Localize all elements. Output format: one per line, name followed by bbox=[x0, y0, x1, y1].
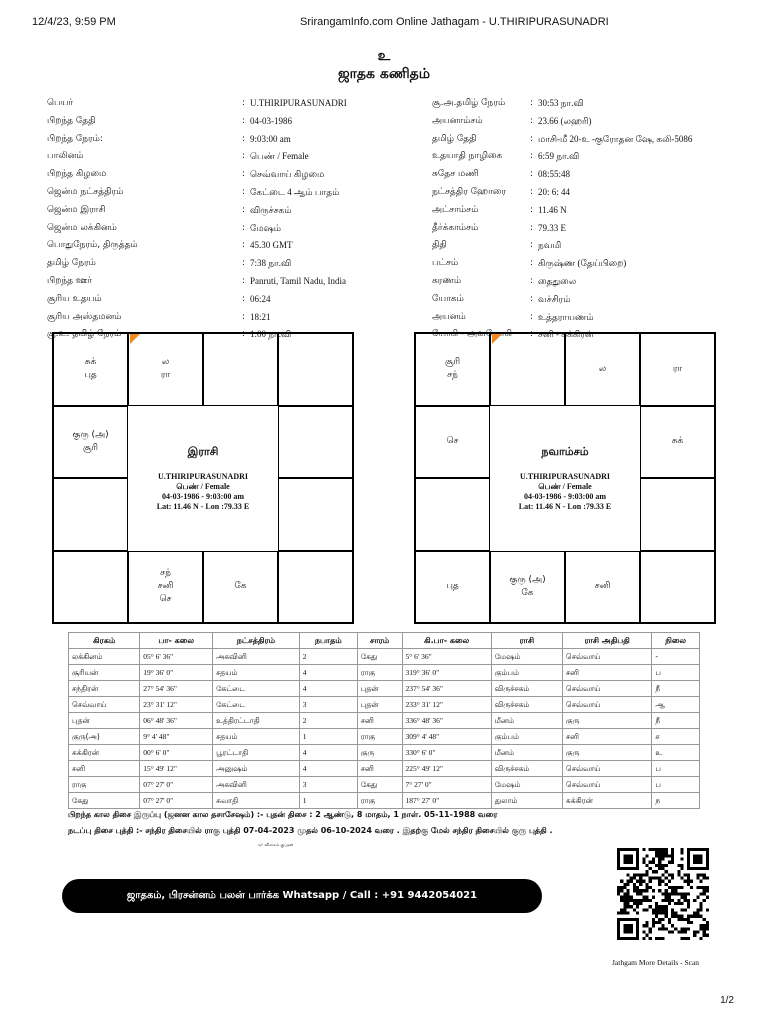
table-header: நபாதம் bbox=[299, 633, 357, 649]
table-row bbox=[69, 745, 700, 761]
table-cell: செவ்வாய் bbox=[562, 681, 651, 697]
table-cell: ச bbox=[652, 729, 700, 745]
table-cell: 3 bbox=[299, 777, 357, 793]
table-cell: ராகு bbox=[357, 729, 402, 745]
house-gemini bbox=[278, 333, 353, 406]
table-cell: சூரியன் bbox=[69, 665, 140, 681]
table-cell: குரு bbox=[357, 745, 402, 761]
table-cell: கேட்டை bbox=[213, 681, 300, 697]
table-cell: கேது bbox=[69, 793, 140, 809]
info-row bbox=[47, 166, 347, 184]
info-row bbox=[432, 202, 692, 220]
info-value: 1:00 நா.வி bbox=[250, 329, 292, 340]
table-cell: 336° 48' 36" bbox=[402, 713, 491, 729]
house-capricorn bbox=[53, 478, 128, 551]
table-cell: கும்பம் bbox=[491, 729, 562, 745]
info-row bbox=[432, 220, 692, 238]
info-value: கிருஷ்ண (தேய்பிறை) bbox=[538, 258, 627, 269]
house-libra bbox=[640, 551, 715, 624]
info-colon: : bbox=[530, 311, 534, 322]
info-value: நவமி bbox=[538, 240, 562, 251]
birth-details-left bbox=[47, 95, 347, 344]
table-cell: ந bbox=[652, 793, 700, 809]
info-label: சுதேச மணி bbox=[432, 169, 479, 180]
qr-caption: Jathgam More Details - Scan bbox=[612, 958, 700, 967]
document-title: SrirangamInfo.com Online Jathagam - U.THIRIPURASUNADRI bbox=[300, 16, 609, 28]
birth-dasa-balance: பிறந்த கால திசை இருப்பு (ஜனன கால தசாசேஷம்) :- புதன் திசை : 2 ஆண்டு, 8 மாதம், 1 நாள். 05-11-1988 வரை bbox=[68, 810, 498, 819]
table-cell: லக்கினம் bbox=[69, 649, 140, 665]
house-scorpio: சனி bbox=[565, 551, 640, 624]
info-label: யோகம் bbox=[432, 293, 464, 304]
chart-title: நவாம்சம் bbox=[541, 444, 589, 458]
info-row bbox=[432, 255, 692, 273]
chart-center-line: பெண் / Female bbox=[176, 481, 230, 491]
table-header: ராசி bbox=[491, 633, 562, 649]
info-colon: : bbox=[242, 240, 246, 251]
info-colon: : bbox=[242, 311, 246, 322]
info-value: விருச்சகம் bbox=[250, 204, 292, 215]
info-colon: : bbox=[242, 98, 246, 108]
info-value: Panruti, Tamil Nadu, India bbox=[250, 275, 346, 286]
table-header: நிலை bbox=[652, 633, 700, 649]
info-row bbox=[432, 95, 692, 113]
info-value: 7:38 நா.வி bbox=[250, 258, 292, 269]
small-note: க/- விசாகம் குப்தன் bbox=[258, 842, 294, 847]
info-row bbox=[432, 273, 692, 291]
table-cell: மேஷம் bbox=[491, 649, 562, 665]
table-cell: அசுவினி bbox=[213, 777, 300, 793]
table-cell: ராகு bbox=[69, 777, 140, 793]
rasi-chart bbox=[52, 332, 354, 624]
info-row bbox=[432, 184, 692, 202]
table-cell: சந்திரன் bbox=[69, 681, 140, 697]
info-value: 11.46 N bbox=[538, 204, 567, 215]
house-gemini: ரா bbox=[640, 333, 715, 406]
table-cell: ப bbox=[652, 761, 700, 777]
table-cell: கேது bbox=[357, 777, 402, 793]
chart-center-line: 04-03-1986 - 9:03:00 am bbox=[524, 491, 606, 501]
info-label: ஜென்ம இராசி bbox=[47, 204, 106, 215]
table-cell: 7° 27' 0" bbox=[402, 777, 491, 793]
table-cell: விருச்சகம் bbox=[491, 761, 562, 777]
table-cell: சனி bbox=[69, 761, 140, 777]
house-virgo: புத bbox=[415, 551, 490, 624]
chart-center bbox=[128, 406, 278, 551]
table-cell: 07° 27' 0" bbox=[140, 793, 213, 809]
chart-center-line: Lat: 11.46 N - Lon :79.33 E bbox=[156, 501, 250, 511]
info-value: கேட்டை 4 ஆம் பாதம் bbox=[250, 186, 340, 197]
info-value: 20: 6: 44 bbox=[538, 186, 571, 197]
house-capricorn bbox=[415, 478, 490, 551]
table-cell: 330° 6' 0" bbox=[402, 745, 491, 761]
info-value: 18:21 bbox=[250, 311, 271, 322]
table-cell: 237° 54' 36" bbox=[402, 681, 491, 697]
info-colon: : bbox=[530, 293, 534, 304]
birth-details-right bbox=[432, 95, 692, 344]
info-label: தமிழ் நேரம் bbox=[47, 258, 96, 269]
table-cell: ராகு bbox=[357, 793, 402, 809]
table-cell: 4 bbox=[299, 745, 357, 761]
chart-center-line: பெண் / Female bbox=[538, 481, 592, 491]
table-cell: 2 bbox=[299, 713, 357, 729]
chart-center-line: 04-03-1986 - 9:03:00 am bbox=[162, 491, 244, 501]
table-header: பா- கலை bbox=[140, 633, 213, 649]
info-row bbox=[47, 148, 347, 166]
table-cell: 4 bbox=[299, 665, 357, 681]
info-colon: : bbox=[530, 169, 534, 180]
info-label: ஜென்ம நட்சத்திரம் bbox=[47, 186, 124, 197]
table-cell: சதயம் bbox=[213, 665, 300, 681]
info-value: உத்தராயணம் bbox=[538, 311, 594, 322]
house-pisces: சுக் புத bbox=[53, 333, 128, 406]
house-taurus bbox=[203, 333, 278, 406]
info-row bbox=[47, 255, 347, 273]
page-number: 1/2 bbox=[720, 995, 734, 1006]
info-value: 79.33 E bbox=[538, 222, 566, 233]
info-colon: : bbox=[242, 204, 246, 215]
table-cell: 187° 27' 0" bbox=[402, 793, 491, 809]
table-cell: 319° 36' 0" bbox=[402, 665, 491, 681]
table-cell: 27° 54' 36" bbox=[140, 681, 213, 697]
table-cell: மேஷம் bbox=[491, 777, 562, 793]
info-label: பிறந்த கிழமை bbox=[47, 169, 107, 180]
info-row bbox=[432, 309, 692, 327]
table-cell: 4 bbox=[299, 761, 357, 777]
info-value: சனி - சுக்கிரன் bbox=[538, 329, 594, 340]
table-cell: செவ்வாய் bbox=[69, 697, 140, 713]
info-colon: : bbox=[530, 98, 534, 108]
info-label: உதயாதி நாழிகை bbox=[432, 151, 503, 162]
info-label: கரணம் bbox=[432, 275, 462, 286]
table-cell: 4 bbox=[299, 681, 357, 697]
lagna-marker bbox=[130, 334, 140, 344]
info-value: 30:53 நா.வி bbox=[538, 98, 584, 108]
info-value: 04-03-1986 bbox=[250, 115, 292, 126]
table-header: கிரகம் bbox=[69, 633, 140, 649]
info-label: சூ.உ. தமிழ் நேரம் bbox=[47, 329, 122, 340]
navamsa-chart bbox=[414, 332, 716, 624]
info-value: பெண் / Female bbox=[250, 151, 309, 162]
info-label: சூ.அ.தமிழ் நேரம் bbox=[432, 98, 506, 108]
info-colon: : bbox=[242, 115, 246, 126]
table-cell: நீ bbox=[652, 681, 700, 697]
table-cell: சனி bbox=[562, 729, 651, 745]
info-row bbox=[432, 148, 692, 166]
info-label: சூரிய அஸ்தமனம் bbox=[47, 311, 122, 322]
info-label: பட்சம் bbox=[432, 258, 459, 269]
table-cell: புதன் bbox=[69, 713, 140, 729]
info-colon: : bbox=[530, 186, 534, 197]
table-cell: சனி bbox=[562, 665, 651, 681]
table-cell: 19° 36' 0" bbox=[140, 665, 213, 681]
house-libra bbox=[278, 551, 353, 624]
house-sagittarius: குரு (அ) கே bbox=[490, 551, 565, 624]
info-colon: : bbox=[530, 222, 534, 233]
table-cell: 309° 4' 48" bbox=[402, 729, 491, 745]
info-colon: : bbox=[242, 169, 246, 180]
info-colon: : bbox=[242, 222, 246, 233]
house-cancer: சுக் bbox=[640, 406, 715, 479]
info-row bbox=[47, 184, 347, 202]
info-colon: : bbox=[242, 275, 246, 286]
table-cell: சனி bbox=[357, 713, 402, 729]
table-cell: பூரட்டாதி bbox=[213, 745, 300, 761]
chart-title: இராசி bbox=[187, 444, 219, 458]
table-cell: கேது bbox=[357, 649, 402, 665]
table-cell: துலாம் bbox=[491, 793, 562, 809]
chart-center-line: Lat: 11.46 N - Lon :79.33 E bbox=[518, 501, 612, 511]
house-scorpio: கே bbox=[203, 551, 278, 624]
info-label: அயனாம்சம் bbox=[432, 115, 483, 126]
info-value: மேஷம் bbox=[250, 222, 281, 233]
info-colon: : bbox=[242, 186, 246, 197]
info-label: தீர்க்காம்சம் bbox=[432, 222, 479, 233]
table-cell: புதன் bbox=[357, 697, 402, 713]
info-row bbox=[432, 131, 692, 149]
info-colon: : bbox=[530, 115, 534, 126]
table-row bbox=[69, 729, 700, 745]
table-cell: செவ்வாய் bbox=[562, 777, 651, 793]
planet-positions-table bbox=[68, 632, 700, 809]
om-symbol: உ bbox=[377, 48, 391, 64]
house-virgo bbox=[53, 551, 128, 624]
table-cell: கும்பம் bbox=[491, 665, 562, 681]
info-colon: : bbox=[242, 329, 246, 340]
info-label: பொதுநேரம், திருத்தம் bbox=[47, 240, 138, 251]
table-cell: 15° 49' 12" bbox=[140, 761, 213, 777]
house-aquarius: குரு (அ) சூரி bbox=[53, 406, 128, 479]
info-label: பிறந்த ஊர் bbox=[47, 275, 92, 286]
info-row bbox=[47, 220, 347, 238]
table-cell: நீ bbox=[652, 713, 700, 729]
table-header: கி.பா- கலை bbox=[402, 633, 491, 649]
chart-center-line: U.THIRIPURASUNADRI bbox=[157, 471, 248, 481]
lagna-marker bbox=[492, 334, 502, 344]
table-row bbox=[69, 713, 700, 729]
info-row bbox=[47, 237, 347, 255]
house-leo bbox=[278, 478, 353, 551]
table-cell: 1 bbox=[299, 729, 357, 745]
info-colon: : bbox=[242, 258, 246, 269]
info-label: ஜென்ம லக்கினம் bbox=[47, 222, 117, 233]
page-heading: ஜாதக கணிதம் bbox=[337, 66, 431, 82]
table-cell: குரு bbox=[562, 745, 651, 761]
table-cell: செவ்வாய் bbox=[562, 761, 651, 777]
info-colon: : bbox=[530, 133, 534, 144]
info-value: U.THIRIPURASUNADRI bbox=[250, 98, 347, 108]
info-colon: : bbox=[530, 329, 534, 340]
table-cell: சதயம் bbox=[213, 729, 300, 745]
table-cell: சுவாதி bbox=[213, 793, 300, 809]
table-cell: 00° 6' 0" bbox=[140, 745, 213, 761]
table-header: நட்சத்திரம் bbox=[213, 633, 300, 649]
info-colon: : bbox=[530, 151, 534, 162]
chart-center bbox=[490, 406, 640, 551]
info-label: தமிழ் தேதி bbox=[432, 133, 477, 144]
info-row bbox=[47, 273, 347, 291]
table-cell: ராகு bbox=[357, 665, 402, 681]
info-value: மாசி-மீ 20-உ -குரோதன ஷே, கலி-5086 bbox=[538, 133, 693, 144]
table-row bbox=[69, 697, 700, 713]
info-label: பெயர் bbox=[47, 98, 74, 108]
table-cell: குரு bbox=[562, 713, 651, 729]
table-cell: சுக்கிரன் bbox=[562, 793, 651, 809]
info-colon: : bbox=[530, 275, 534, 286]
info-colon: : bbox=[530, 240, 534, 251]
table-cell: செவ்வாய் bbox=[562, 697, 651, 713]
info-value: 6:59 நா.வி bbox=[538, 151, 580, 162]
info-value: 23.66 (லஹரி) bbox=[538, 115, 592, 126]
info-label: சூரிய உதயம் bbox=[47, 293, 102, 304]
qr-code-icon bbox=[617, 848, 709, 940]
table-cell: 07° 27' 0" bbox=[140, 777, 213, 793]
info-value: தைதுலை bbox=[538, 275, 577, 286]
table-row bbox=[69, 681, 700, 697]
table-cell: 225° 49' 12" bbox=[402, 761, 491, 777]
table-cell: கேட்டை bbox=[213, 697, 300, 713]
table-cell: அசுவினி bbox=[213, 649, 300, 665]
table-cell: 23° 31' 12" bbox=[140, 697, 213, 713]
house-sagittarius: சந் சனி செ bbox=[128, 551, 203, 624]
table-cell: ப bbox=[652, 777, 700, 793]
table-row bbox=[69, 665, 700, 681]
table-cell: சனி bbox=[357, 761, 402, 777]
table-cell: உத்திரட்டாதி bbox=[213, 713, 300, 729]
table-cell: 2 bbox=[299, 649, 357, 665]
info-value: 06:24 bbox=[250, 293, 271, 304]
table-cell: ஆ bbox=[652, 697, 700, 713]
table-cell: 9° 4' 48" bbox=[140, 729, 213, 745]
info-row bbox=[47, 95, 347, 113]
current-dasa-bhukti: நடப்பு திசை புத்தி :- சந்திர திசையில் ராகு புத்தி 07-04-2023 முதல் 06-10-2024 வரை . இதற்கு மேல் சந்திர திசையில் குரு புத்தி . bbox=[68, 826, 553, 835]
info-colon: : bbox=[242, 133, 246, 144]
table-cell: - bbox=[652, 649, 700, 665]
info-row bbox=[47, 309, 347, 327]
info-value: 08:55:48 bbox=[538, 169, 571, 180]
info-row bbox=[432, 166, 692, 184]
info-colon: : bbox=[242, 293, 246, 304]
info-label: பாலினம் bbox=[47, 151, 84, 162]
table-cell: குரு(அ) bbox=[69, 729, 140, 745]
table-cell: அனுஷம் bbox=[213, 761, 300, 777]
table-header: சாரம் bbox=[357, 633, 402, 649]
table-cell: 05° 6' 36" bbox=[140, 649, 213, 665]
info-label: அட்சாம்சம் bbox=[432, 204, 479, 215]
info-label: பிறந்த தேதி bbox=[47, 115, 96, 126]
table-cell: மீனம் bbox=[491, 745, 562, 761]
table-row bbox=[69, 761, 700, 777]
house-aquarius: செ bbox=[415, 406, 490, 479]
info-row bbox=[432, 113, 692, 131]
info-colon: : bbox=[530, 204, 534, 215]
info-label: அயனம் bbox=[432, 311, 466, 322]
table-cell: செவ்வாய் bbox=[562, 649, 651, 665]
info-label: திதி bbox=[432, 240, 447, 251]
table-header: ராசி அதிபதி bbox=[562, 633, 651, 649]
house-cancer bbox=[278, 406, 353, 479]
table-cell: 06° 48' 36" bbox=[140, 713, 213, 729]
info-row bbox=[432, 291, 692, 309]
info-row bbox=[47, 202, 347, 220]
house-pisces: சூரி சந் bbox=[415, 333, 490, 406]
table-cell: சுக்கிரன் bbox=[69, 745, 140, 761]
table-cell: புதன் bbox=[357, 681, 402, 697]
house-aries: ல ரா bbox=[128, 333, 203, 406]
info-label: பிறந்த நேரம்: bbox=[47, 133, 103, 144]
table-cell: ப bbox=[652, 665, 700, 681]
contact-banner: ஜாதகம், பிரசன்னம் பலன் பார்க்க Whatsapp / Call : +91 9442054021 bbox=[62, 879, 542, 913]
info-row bbox=[432, 237, 692, 255]
chart-center-line: U.THIRIPURASUNADRI bbox=[519, 471, 610, 481]
info-label: யோகி - அவயோகி bbox=[432, 329, 512, 340]
house-taurus: ல bbox=[565, 333, 640, 406]
house-leo bbox=[640, 478, 715, 551]
table-cell: விருச்சகம் bbox=[491, 681, 562, 697]
info-value: வச்சிரம் bbox=[538, 293, 571, 304]
table-row bbox=[69, 777, 700, 793]
info-row bbox=[47, 113, 347, 131]
info-colon: : bbox=[530, 258, 534, 269]
table-cell: 3 bbox=[299, 697, 357, 713]
table-cell: 5° 6' 36" bbox=[402, 649, 491, 665]
info-value: 45.30 GMT bbox=[250, 240, 293, 251]
info-value: 9:03:00 am bbox=[250, 133, 291, 144]
table-cell: மீனம் bbox=[491, 713, 562, 729]
info-row bbox=[47, 131, 347, 149]
table-cell: 1 bbox=[299, 793, 357, 809]
info-label: நட்சத்திர ஹோரை bbox=[432, 186, 506, 197]
info-colon: : bbox=[242, 151, 246, 162]
print-datetime: 12/4/23, 9:59 PM bbox=[32, 16, 116, 28]
table-cell: உ bbox=[652, 745, 700, 761]
info-value: செவ்வாய் கிழமை bbox=[250, 169, 325, 180]
table-row bbox=[69, 649, 700, 665]
table-cell: விருச்சகம் bbox=[491, 697, 562, 713]
table-cell: 233° 31' 12" bbox=[402, 697, 491, 713]
table-row bbox=[69, 793, 700, 809]
info-row bbox=[47, 291, 347, 309]
